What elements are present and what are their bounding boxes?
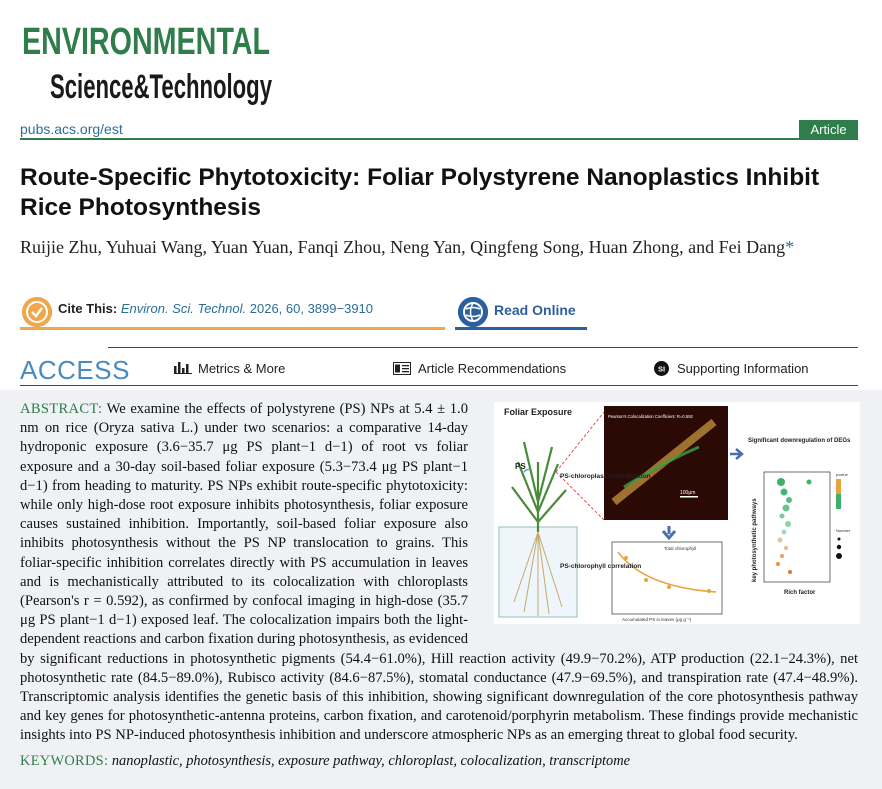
cite-label: Cite This: (58, 301, 118, 316)
foliar-exposure-label: Foliar Exposure (504, 407, 573, 417)
access-rule-top (108, 347, 858, 348)
keywords-label: KEYWORDS: (20, 753, 109, 769)
authors-text: Ruijie Zhu, Yuhuai Wang, Yuan Yuan, Fanqi Zhou, Neng Yan, Qingfeng Song, Huan Zhong, and Fei Dang (20, 237, 786, 257)
ps-chloroplast-label: PS-chloroplast colocalization (560, 473, 651, 480)
si-icon (654, 361, 669, 376)
abstract-label: ABSTRACT: (20, 401, 103, 417)
article-type-badge: Article (799, 120, 858, 139)
chlorophyll-x-axis: Accumulated PS in leaves (μg g⁻¹) (622, 617, 692, 622)
keywords (20, 753, 858, 770)
bubble-plot (764, 472, 830, 582)
journal-url[interactable]: pubs.acs.org/est (20, 121, 123, 137)
degs-title: Significant downregulation of DEGs (748, 438, 851, 444)
author-list (20, 235, 800, 259)
access-heading: ACCESS (20, 355, 130, 385)
recommendations-label: Article Recommendations (418, 361, 567, 376)
number-label: Number (836, 528, 851, 533)
ps-chlorophyll-label: PS-chlorophyll correlation (560, 563, 642, 570)
keywords-text: nanoplastic, photosynthesis, exposure pathway, chloroplast, colocalization, transcriptome (111, 753, 631, 769)
access-rule-bottom (20, 385, 858, 386)
cite-this (58, 301, 373, 316)
checkmark-icon (22, 297, 52, 327)
pvalue-label: pvalue (836, 472, 848, 477)
header-rule (20, 138, 858, 140)
globe-icon (458, 297, 488, 327)
scale-bar-label: 100μm (680, 490, 696, 496)
chlorophyll-plot (612, 542, 722, 614)
supporting-label: Supporting Information (677, 361, 809, 376)
logo-line2: Science&Technology (50, 68, 273, 106)
cite-journal-link[interactable]: Environ. Sci. Technol. (120, 301, 247, 316)
bubble-y-axis: key photosynthetic pathways (752, 498, 758, 582)
metrics-link[interactable] (174, 361, 285, 376)
supporting-information-link[interactable] (654, 361, 809, 376)
graphical-abstract (494, 402, 860, 624)
corresponding-author-mark[interactable]: * (785, 237, 795, 257)
logo-line1: ENVIRONMENTAL (22, 21, 270, 63)
bar-chart-icon (174, 362, 192, 374)
metrics-label: Metrics & More (198, 361, 286, 376)
article-title: Route-Specific Phytotoxicity: Foliar Polystyrene Nanoplastics Inhibit Rice Photosynthesis (20, 164, 820, 221)
document-icon (393, 362, 411, 375)
colocalization-coefficient: Pearson's Colocalization Coefficient: R=0.592 (608, 414, 693, 419)
ps-label: PS (515, 462, 526, 471)
abstract-body: We examine the effects of polystyrene (PS) NPs at 5.4 ± 1.0 nm on rice (Oryza sativa L.) under two scenarios: a comparative 14-day hydroponic exposure (3.6−35.7 μg PS plant−1 d−1) of root vs foliar exposure and a 30-day soil-based foliar exposure (5.3−73.4 μg PS plant−1 d−1) from heading to maturity. PS NPs exhibit route-specific phytotoxicity: while only high-dose root exposure inhibits photosynthesis, foliar exposure causes sustained inhibition. Importantly, soil-based foliar exposure also inhibits photosynthesis without the PS NP translocation to grains. This foliar-specific inhibition correlates directly with PS accumulation in leaves and is mechanistically attributed to its colocalization with chloroplasts (Pearson's r = 0.592), as confirmed by confocal imaging in high-dose (35.7 μg PS plant−1 d−1) exposed leaf. The colocalization impairs both the light-dependent reactions and carbon fixation during photosynthesis, as evidenced by significant reductions in photosynthetic pigments (54.4−61.0%), Hill reaction activity (49.9−70.2%), ATP production (22.1−24.3%), net photosynthetic rate (84.5−89.0%), Rubisco activity (84.6−87.5%), stomatal conductance (47.9−69.5%), and transpiration rate (47.4−48.9%). Transcriptomic analysis identifies the genetic basis of this inhibition, showing significant downregulation of the core photosynthesis pathway and key genes for photosynthetic-antenna proteins, carbon fixation, and carotenoid/porphyrin metabolism. These findings provide mechanistic insights into PS NP-induced photosynthesis inhibition and underscore atmospheric NPs as an emerging threat to global food security. (20, 401, 858, 744)
article-recommendations-link[interactable] (393, 361, 566, 376)
chlorophyll-legend: Total chlorophyll (664, 546, 697, 551)
journal-logo (20, 10, 280, 110)
read-online-link[interactable]: Read Online (494, 302, 576, 318)
cite-details[interactable]: 2026, 60, 3899−3910 (249, 301, 374, 316)
bubble-x-axis: Rich factor (784, 590, 816, 596)
si-badge-text: SI (657, 364, 666, 374)
